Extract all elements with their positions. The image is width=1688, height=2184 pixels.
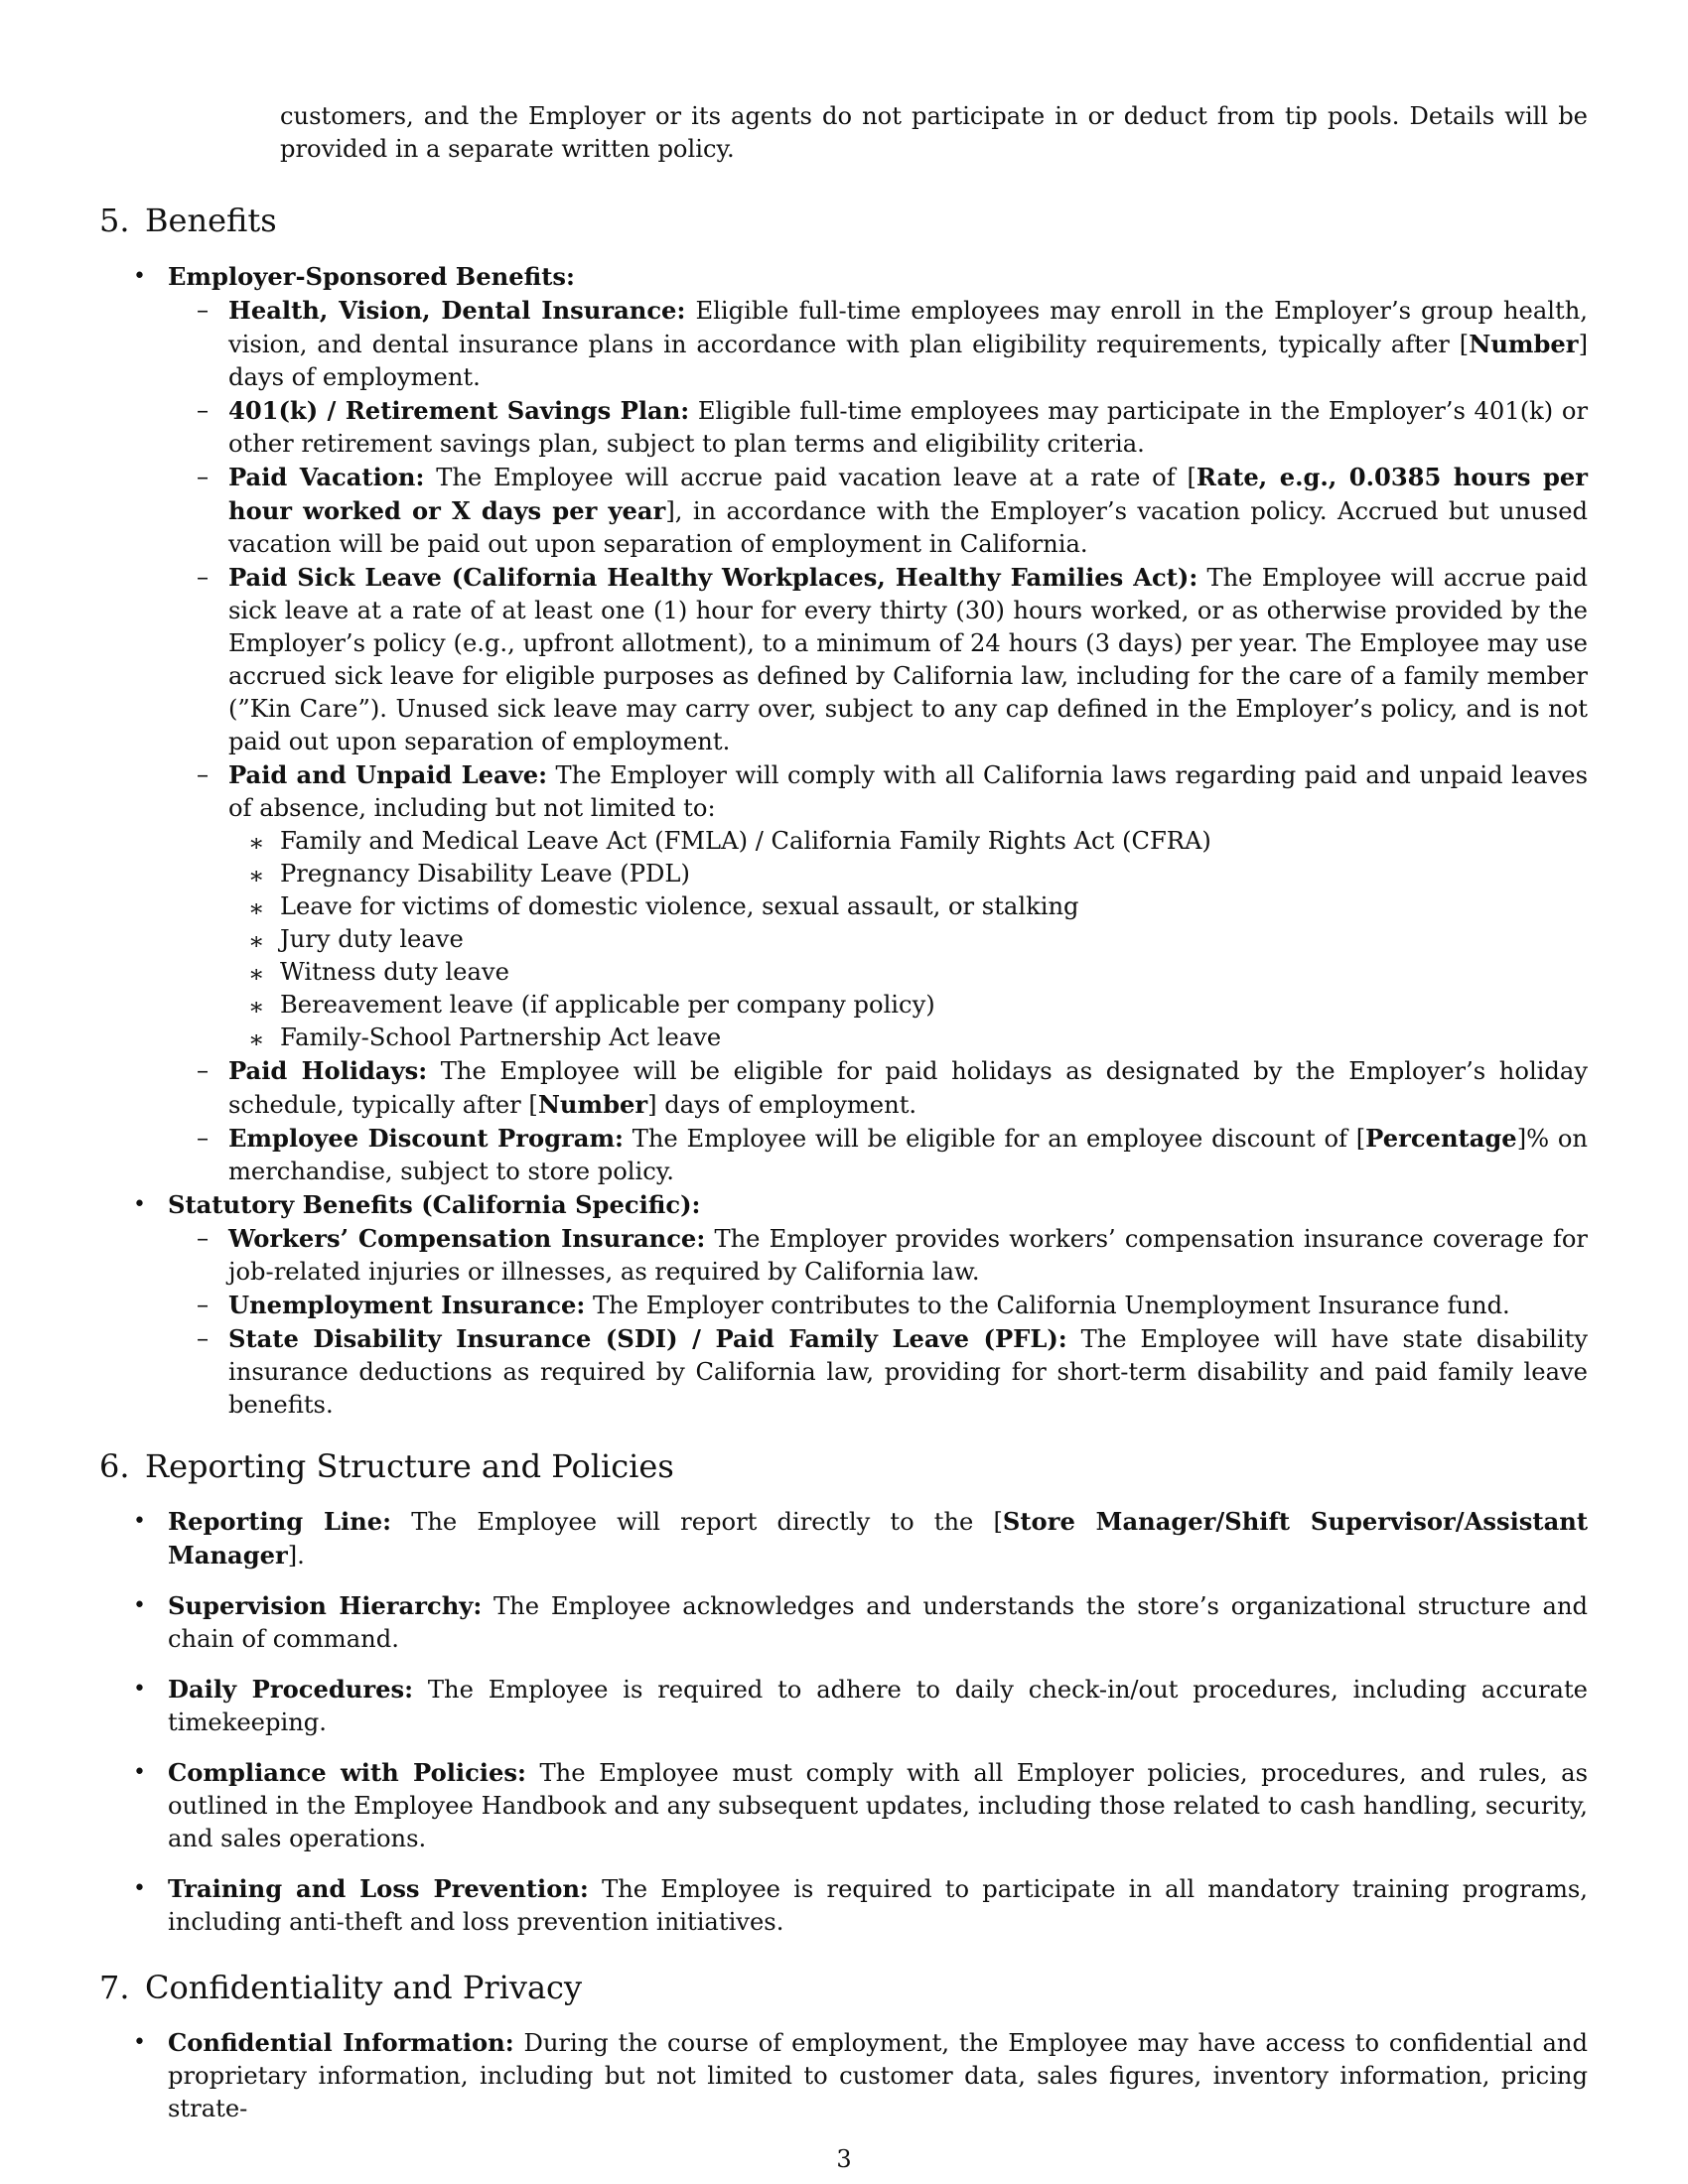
item-label: State Disability Insurance (SDI) / Paid Family Leave (PFL): bbox=[228, 1324, 1067, 1353]
reporting-list bbox=[0, 1505, 1688, 1939]
dash-icon: – bbox=[197, 1291, 210, 1318]
placeholder-text: Number bbox=[537, 1090, 648, 1119]
list-item-employer-benefits bbox=[0, 260, 1588, 294]
bullet-icon: • bbox=[133, 1677, 146, 1702]
item-label: Unemployment Insurance: bbox=[228, 1291, 586, 1319]
section-title: Reporting Structure and Policies bbox=[145, 1447, 674, 1485]
item-label: Supervision Hierarchy: bbox=[168, 1591, 483, 1620]
list-item-health-insurance bbox=[0, 294, 1588, 394]
item-text: The Employee will have state disability insurance deductions as required by California law, providing for short-term disability and paid family leave benefits. bbox=[228, 1325, 1588, 1419]
item-label: Reporting Line: bbox=[168, 1507, 392, 1536]
list-item-reporting-line bbox=[0, 1505, 1588, 1572]
leave-subitem-text: Witness duty leave bbox=[280, 958, 509, 986]
leave-subitem-text: Jury duty leave bbox=[280, 925, 464, 953]
item-text: The Employee will accrue paid sick leave at a rate of at least one (1) hour for every thirty (30) hours worked, or as otherwise provided by the Employer’s policy (e.g., upfront allotment), to a minimum of 24 hours (3 days) per year. The Employee may use accrued sick leave for eligible purposes as defined by California law, including for the care of a family member (”Kin Care”). Unused sick leave may carry over, subject to any cap defined in the Employer’s policy, and is not paid out upon separation of employment. bbox=[228, 564, 1588, 755]
leave-subitem bbox=[0, 858, 1588, 890]
item-label: Paid Vacation: bbox=[228, 463, 425, 491]
item-text: Eligible full-time employees may participate in the Employer’s 401(k) or other retirement savings plan, subject to plan terms and eligibility criteria. bbox=[228, 397, 1589, 458]
dash-icon: – bbox=[197, 760, 210, 788]
item-label: Employee Discount Program: bbox=[228, 1124, 624, 1153]
dash-icon: – bbox=[197, 563, 210, 591]
dash-icon: – bbox=[197, 463, 210, 490]
section-heading-benefits bbox=[99, 201, 277, 240]
item-text: The Employee will report directly to the [ bbox=[391, 1508, 1003, 1536]
bullet-icon: • bbox=[133, 1876, 146, 1901]
item-text: ]. bbox=[287, 1542, 305, 1570]
dash-icon: – bbox=[197, 1224, 210, 1252]
item-label: Daily Procedures: bbox=[168, 1675, 414, 1704]
bullet-icon: • bbox=[133, 1760, 146, 1785]
section-title: Benefits bbox=[145, 202, 277, 239]
leave-subitem bbox=[0, 923, 1588, 956]
list-item-vacation bbox=[0, 461, 1588, 561]
list-item-workers-comp bbox=[0, 1222, 1588, 1289]
dash-icon: – bbox=[197, 1056, 210, 1084]
bullet-icon: • bbox=[133, 264, 146, 289]
item-text: ] days of employment. bbox=[647, 1091, 917, 1119]
item-text: During the course of employment, the Employee may have access to confidential and proprietary information, including but not limited to customer data, sales figures, inventory information, pricing strate- bbox=[168, 2029, 1588, 2122]
placeholder-text: Rate, e.g., 0.0385 hours per hour worked or X days per year bbox=[228, 463, 1589, 525]
asterisk-icon: ∗ bbox=[248, 862, 265, 889]
placeholder-text: Store Manager/Shift Supervisor/Assistant Manager bbox=[168, 1507, 1588, 1570]
list-item-training bbox=[0, 1872, 1588, 1939]
bullet-icon: • bbox=[133, 2030, 146, 2055]
item-label: Statutory Benefits (California Specific): bbox=[168, 1190, 701, 1219]
item-text: ]% on merchandise, subject to store policy. bbox=[228, 1125, 1588, 1185]
section-title: Confidentiality and Privacy bbox=[145, 1969, 583, 2006]
list-item-confidential-info bbox=[0, 2026, 1588, 2125]
list-item-retirement bbox=[0, 394, 1588, 461]
item-label: Workers’ Compensation Insurance: bbox=[228, 1224, 706, 1253]
list-item-discount bbox=[0, 1122, 1588, 1188]
leave-subitem-text: Family and Medical Leave Act (FMLA) / California Family Rights Act (CFRA) bbox=[280, 827, 1211, 855]
item-text: The Employee must comply with all Employer policies, procedures, and rules, as outlined in the Employee Handbook and any subsequent updates, including those related to cash handling, security, and sales operations. bbox=[168, 1759, 1588, 1852]
placeholder-text: Number bbox=[1469, 330, 1579, 358]
list-item-leave bbox=[0, 758, 1588, 825]
item-label: Health, Vision, Dental Insurance: bbox=[228, 296, 686, 325]
bullet-icon: • bbox=[133, 1192, 146, 1217]
benefits-list bbox=[0, 260, 1688, 1422]
placeholder-text: Percentage bbox=[1365, 1124, 1517, 1153]
item-text: ] days of employment. bbox=[228, 331, 1588, 391]
asterisk-icon: ∗ bbox=[248, 1025, 265, 1053]
item-text: The Employee is required to participate in all mandatory training programs, including anti-theft and loss prevention initiatives. bbox=[168, 1875, 1588, 1936]
item-text: The Employee will accrue paid vacation leave at a rate of [ bbox=[424, 464, 1196, 491]
leave-subitem bbox=[0, 890, 1588, 923]
tip-pool-paragraph: customers, and the Employer or its agents do not participate in or deduct from tip pools. Details will be provided in a separate written policy. bbox=[280, 102, 1588, 163]
list-item-unemployment bbox=[0, 1289, 1588, 1322]
confidentiality-list bbox=[0, 2026, 1688, 2125]
list-item-daily-procedures bbox=[0, 1673, 1588, 1739]
leave-subitem bbox=[0, 956, 1588, 989]
section-heading-reporting bbox=[99, 1446, 674, 1486]
item-text: The Employee is required to adhere to daily check-in/out procedures, including accurate timekeeping. bbox=[168, 1676, 1588, 1736]
item-label: Training and Loss Prevention: bbox=[168, 1874, 589, 1903]
dash-icon: – bbox=[197, 396, 210, 424]
item-label: Paid and Unpaid Leave: bbox=[228, 760, 548, 789]
section-number: 5. bbox=[99, 202, 130, 239]
list-item-statutory-benefits bbox=[0, 1188, 1588, 1222]
item-label: Paid Sick Leave (California Healthy Workplaces, Healthy Families Act): bbox=[228, 563, 1198, 592]
page-number: 3 bbox=[836, 2145, 852, 2173]
leave-subitem bbox=[0, 825, 1588, 858]
section-number: 6. bbox=[99, 1447, 130, 1485]
asterisk-icon: ∗ bbox=[248, 927, 265, 955]
item-text: Eligible full-time employees may enroll in the Employer’s group health, vision, and dental insurance plans in accordance with plan eligibility requirements, typically after [ bbox=[228, 297, 1588, 358]
item-label: 401(k) / Retirement Savings Plan: bbox=[228, 396, 690, 425]
bullet-icon: • bbox=[133, 1509, 146, 1534]
list-item-compliance bbox=[0, 1756, 1588, 1855]
leave-subitem bbox=[0, 1022, 1588, 1054]
item-text: ], in accordance with the Employer’s vacation policy. Accrued but unused vacation will be paid out upon separation of employment in California. bbox=[228, 497, 1588, 558]
asterisk-icon: ∗ bbox=[248, 993, 265, 1021]
dash-icon: – bbox=[197, 296, 210, 324]
list-item-holidays bbox=[0, 1054, 1588, 1122]
asterisk-icon: ∗ bbox=[248, 894, 265, 922]
item-label: Paid Holidays: bbox=[228, 1056, 428, 1085]
leave-subitem-text: Family-School Partnership Act leave bbox=[280, 1024, 722, 1051]
item-label: Employer-Sponsored Benefits: bbox=[168, 262, 575, 291]
asterisk-icon: ∗ bbox=[248, 829, 265, 857]
dash-icon: – bbox=[197, 1124, 210, 1152]
item-text: The Employee will be eligible for paid holidays as designated by the Employer’s holiday schedule, typically after [ bbox=[228, 1057, 1588, 1119]
item-text: The Employee acknowledges and understands the store’s organizational structure and chain of command. bbox=[168, 1592, 1588, 1653]
item-text: The Employee will be eligible for an employee discount of [ bbox=[623, 1125, 1366, 1153]
bullet-icon: • bbox=[133, 1593, 146, 1618]
leave-subitem bbox=[0, 989, 1588, 1022]
section-heading-confidentiality bbox=[99, 1968, 582, 2007]
section-number: 7. bbox=[99, 1969, 130, 2006]
asterisk-icon: ∗ bbox=[248, 960, 265, 988]
list-item-sdi bbox=[0, 1322, 1588, 1422]
leave-subitem-text: Pregnancy Disability Leave (PDL) bbox=[280, 860, 690, 887]
item-label: Compliance with Policies: bbox=[168, 1758, 526, 1787]
dash-icon: – bbox=[197, 1324, 210, 1352]
item-text: The Employer will comply with all California laws regarding paid and unpaid leaves of absence, including but not limited to: bbox=[228, 761, 1588, 822]
item-label: Confidential Information: bbox=[168, 2028, 514, 2057]
item-text: The Employer contributes to the California Unemployment Insurance fund. bbox=[585, 1292, 1510, 1319]
list-item-supervision bbox=[0, 1589, 1588, 1656]
leave-subitem-text: Bereavement leave (if applicable per company policy) bbox=[280, 991, 935, 1019]
list-item-sick-leave bbox=[0, 561, 1588, 758]
item-text: The Employer provides workers’ compensation insurance coverage for job-related injuries or illnesses, as required by California law. bbox=[228, 1225, 1588, 1286]
leave-subitem-text: Leave for victims of domestic violence, sexual assault, or stalking bbox=[280, 892, 1079, 920]
